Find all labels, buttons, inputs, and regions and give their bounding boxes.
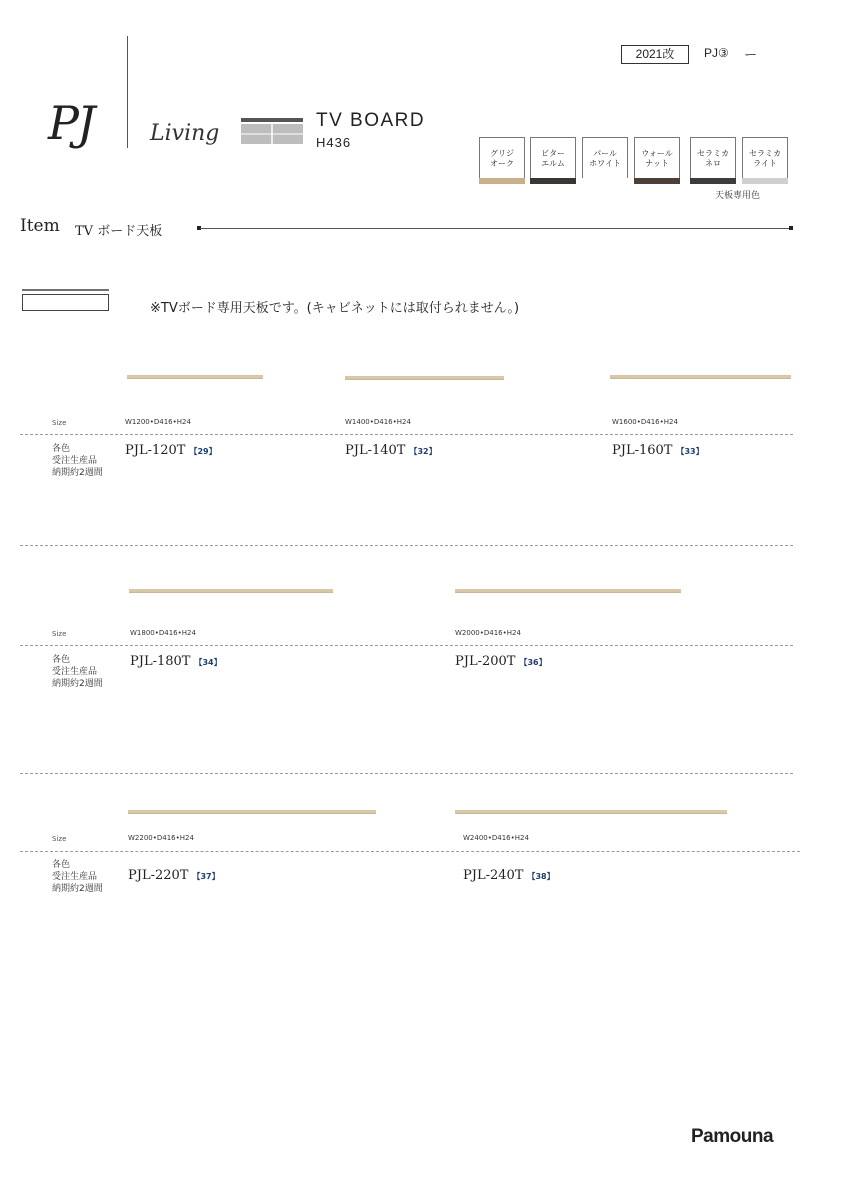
swatch-label: エルム — [541, 159, 565, 168]
model-number: PJL-220T — [128, 868, 189, 883]
page-ref: 【29】 — [189, 447, 217, 456]
swatch-label: ライト — [753, 159, 777, 168]
swatch-color-bar — [582, 178, 628, 184]
series-sub-logo: Living — [150, 121, 220, 146]
swatch-walnut — [634, 137, 680, 184]
swatch-color-bar — [479, 178, 525, 184]
item-name: TV ボード天板 — [75, 224, 163, 239]
swatch-label: ネロ — [705, 159, 721, 168]
swatch-color-bar — [530, 178, 576, 184]
order-notes — [52, 859, 103, 895]
board-illustration-120 — [127, 375, 263, 379]
swatch-label: パール — [593, 149, 617, 158]
page-ref: 【38】 — [527, 872, 555, 881]
product-model-200 — [455, 654, 547, 669]
page-ref: 【36】 — [519, 658, 547, 667]
order-notes — [52, 654, 103, 690]
series-logo: PJ — [48, 96, 94, 150]
page-ref: 【34】 — [194, 658, 222, 667]
size-label: Size — [52, 630, 67, 638]
note-line: 受注生産品 — [52, 456, 98, 466]
product-model-160 — [612, 443, 704, 458]
size-text-140: W1400•D416•H24 — [345, 418, 411, 426]
swatch-label: ビター — [541, 149, 565, 158]
swatch-label: セラミカ — [697, 149, 729, 158]
page-dash: ー — [744, 47, 758, 62]
swatch-label: ウォール — [641, 149, 673, 158]
top-board-icon — [22, 289, 109, 311]
swatch-ceramica-light — [742, 137, 788, 184]
size-text-180: W1800•D416•H24 — [130, 629, 196, 637]
board-illustration-160 — [610, 375, 791, 379]
swatch-color-bar — [742, 178, 788, 184]
tv-board-icon — [241, 118, 303, 144]
product-model-140 — [345, 443, 437, 458]
swatch-label: グリジ — [490, 149, 514, 158]
size-label: Size — [52, 835, 67, 843]
swatch-color-bar — [634, 178, 680, 184]
swatch-note: 天板専用色 — [715, 191, 761, 201]
board-illustration-220 — [128, 810, 376, 814]
note-line: 受注生産品 — [52, 872, 98, 882]
edition-badge: 2021改 — [621, 45, 689, 64]
row-divider — [20, 645, 793, 646]
size-text-200: W2000•D416•H24 — [455, 629, 521, 637]
swatch-grigi-oak — [479, 137, 525, 184]
note-line: 納期約2週間 — [52, 679, 103, 689]
note-line: 各色 — [52, 860, 71, 870]
swatch-label: セラミカ — [749, 149, 781, 158]
swatch-color-bar — [690, 178, 736, 184]
page-ref: 【37】 — [192, 872, 220, 881]
page-code: PJ③ — [704, 46, 729, 60]
note-line: 受注生産品 — [52, 667, 98, 677]
note-line: 納期約2週間 — [52, 468, 103, 478]
board-illustration-200 — [455, 589, 681, 593]
swatch-ceramica-nero — [690, 137, 736, 184]
model-number: PJL-180T — [130, 654, 191, 669]
board-illustration-240 — [455, 810, 727, 814]
model-number: PJL-240T — [463, 868, 524, 883]
note-line: 各色 — [52, 655, 71, 665]
product-model-120 — [125, 443, 217, 458]
brand-logo: Pamouna — [691, 1126, 774, 1147]
model-number: PJL-120T — [125, 443, 186, 458]
model-number: PJL-140T — [345, 443, 406, 458]
size-text-160: W1600•D416•H24 — [612, 418, 678, 426]
product-model-180 — [130, 654, 222, 669]
section-divider — [20, 545, 793, 546]
item-rule — [200, 228, 790, 229]
row-divider — [20, 434, 793, 435]
note-line: 納期約2週間 — [52, 884, 103, 894]
item-line-end-dot — [789, 226, 793, 230]
note-line: 各色 — [52, 444, 71, 454]
swatch-label: ナット — [645, 159, 669, 168]
swatch-bitter-elm — [530, 137, 576, 184]
swatch-label: ホワイト — [589, 159, 621, 168]
page-ref: 【32】 — [409, 447, 437, 456]
page-ref: 【33】 — [676, 447, 704, 456]
size-label: Size — [52, 419, 67, 427]
size-text-220: W2200•D416•H24 — [128, 834, 194, 842]
swatch-label: オーク — [490, 159, 514, 168]
model-number: PJL-200T — [455, 654, 516, 669]
item-label: Item — [20, 216, 60, 236]
notice-text: ※TVボード専用天板です。(キャビネットには取付られません。) — [150, 301, 520, 316]
board-illustration-180 — [129, 589, 333, 593]
row-divider — [20, 851, 800, 852]
size-text-240: W2400•D416•H24 — [463, 834, 529, 842]
model-number: PJL-160T — [612, 443, 673, 458]
section-divider — [20, 773, 793, 774]
board-illustration-140 — [345, 376, 504, 380]
product-model-240 — [463, 868, 555, 883]
order-notes — [52, 443, 103, 479]
logo-divider — [127, 36, 128, 148]
product-title: TV BOARD — [316, 110, 426, 131]
swatch-pearl-white — [582, 137, 628, 184]
product-height: H436 — [316, 135, 352, 150]
size-text-120: W1200•D416•H24 — [125, 418, 191, 426]
product-model-220 — [128, 868, 220, 883]
